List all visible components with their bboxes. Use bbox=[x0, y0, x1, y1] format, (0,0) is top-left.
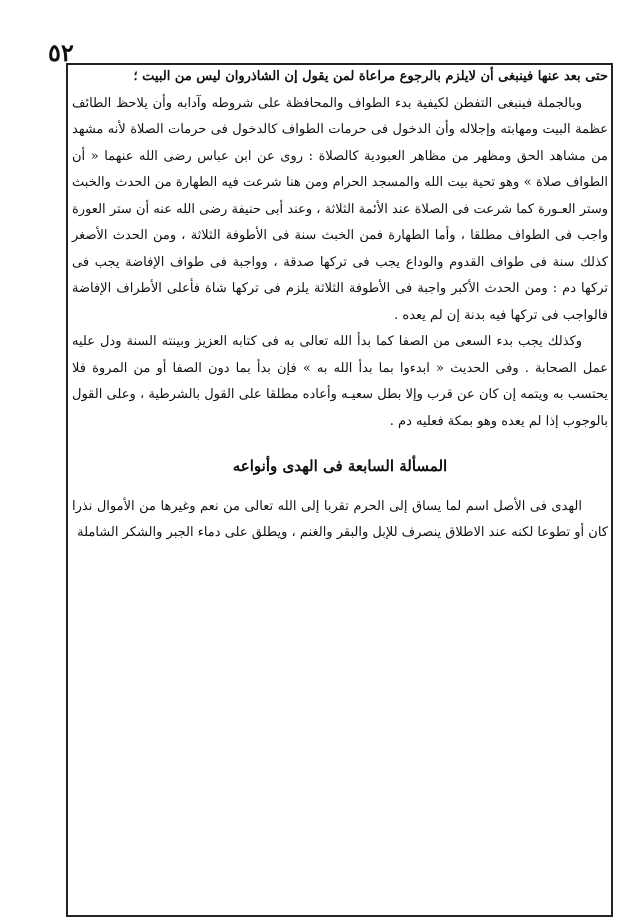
page-number: ٥٢ bbox=[48, 38, 74, 67]
page-body bbox=[72, 64, 608, 547]
paragraph-sai-start: وكذلك يجب بدء السعى من الصفا كما بدأ الله تعالى به فى كتابه العزيز وبينته السنة ودل عليه عمل الصحابة . وفى الحديث « ابدءوا بما بدأ الله به » فإن بدأ بما دون الصفا أو من المروة فلا يحتسب به ويتمه إن كان عن قرب وإلا بطل سعيـه وأعاده مطلقا على القول بالشرطية ، وعلى القول بالوجوب إذا لم يعده وهو بمكة فعليه دم . bbox=[72, 334, 608, 429]
section-heading: المسألة السابعة فى الهدى وأنواعه bbox=[232, 457, 448, 475]
paragraph-tawaf-etiquette: وبالجملة فينبغى التفطن لكيفية بدء الطواف والمحافظة على شروطه وآدابه وأن يلاحظ الطائف عظمة البيت ومهابته وإجلاله وأن الدخول فى حرمات الطواف كالدخول فى حرمات الصلاة لأنه مشهد من مشاهد الحق ومظهر من مظاهر العبودية كالصلاة : روى عن ابن عباس رضى الله عنهما « أن الطواف صلاة » وهو تحية بيت الله والمسجد الحرام ومن هنا شرعت فيه الطهارة من الحدث والخبث وستر العـورة كما شرعت فى الصلاة عند الأئمة الثلاثة ، وعند أبى حنيفة رضى الله عنه أن ستر العورة واجب فى الطواف مطلقا ، وأما الطهارة فمن الخبث سنة فى الأطوفة الثلاثة ، ومن الحدث الأصغر كذلك سنة فى طواف القدوم والوداع يجب فى تركها صدقة ، وواجبة فى طواف الإفاضة يجب فى تركها دم : ومن الحدث الأكبر واجبة فى الأطوفة الثلاثة يلزم فى تركها شاة فأعلى الأطراف الإفاضة فالواجب فى تركها فيه بدنة إن لم يعده . bbox=[72, 95, 608, 323]
paragraph-continuation: حتى بعد عنها فينبغى أن لايلزم بالرجوع مراعاة لمن يقول إن الشاذروان ليس من البيت ؛ bbox=[133, 69, 608, 84]
paragraph-hady-definition: الهدى فى الأصل اسم لما يساق إلى الحرم تقربا إلى الله تعالى من نعم وغيرها من الأموال نذرا كان أو تطوعا لكنه عند الاطلاق ينصرف للإبل والبقر والغنم ، ويطلق على دماء الجبر والشكر الشاملة bbox=[72, 498, 608, 540]
